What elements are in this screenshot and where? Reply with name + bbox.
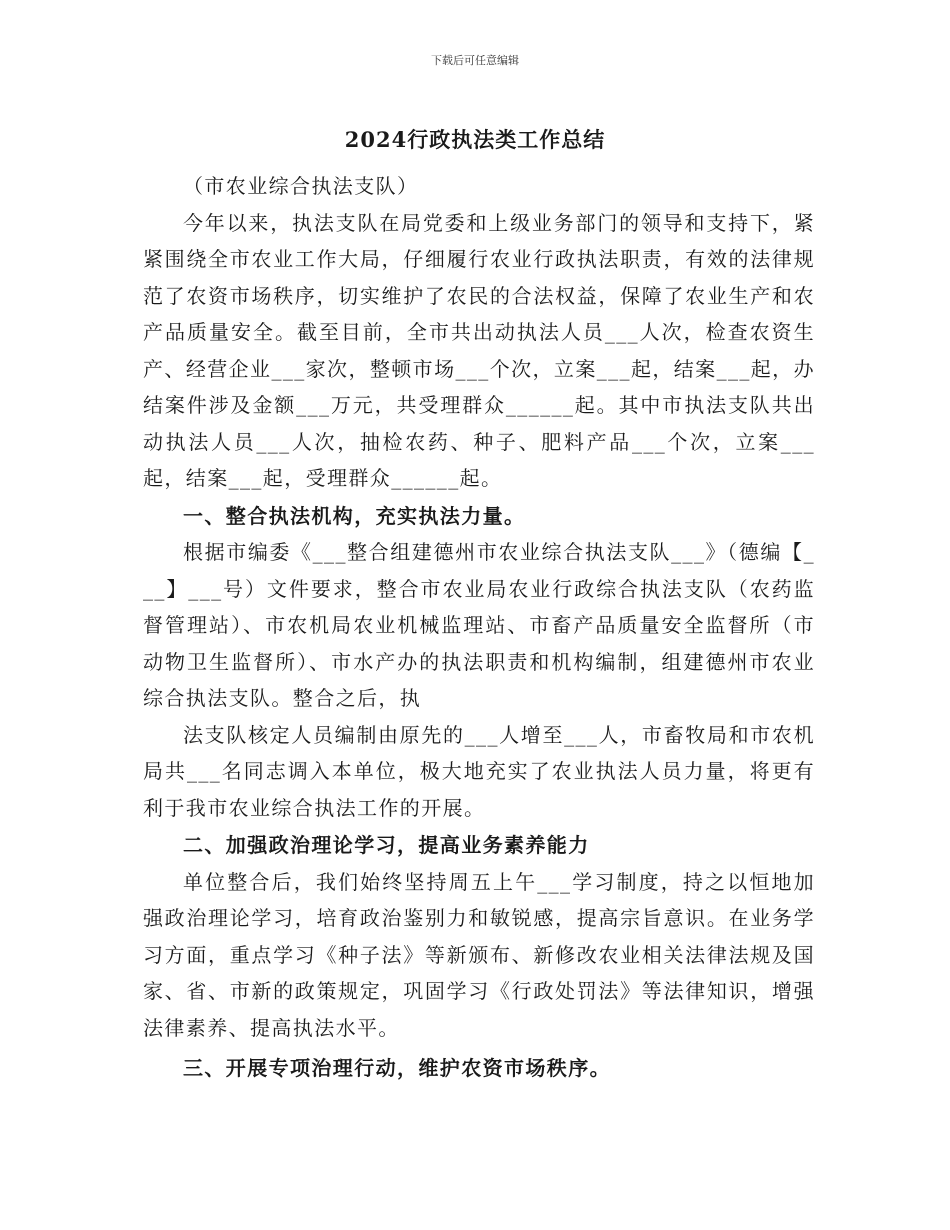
- section-1-paragraph-1: 根据市编委《___整合组建德州市农业综合执法支队___》（德编【___】___号）文件要求，整合市农业局农业行政综合执法支队（农药监督管理站）、市农机局农业机械监理站、市畜产品质量安全监督所（市动物卫生监督所）、市水产办的执法职责和机构编制，组建德州市农业综合执法支队。整合之后，执: [143, 540, 815, 710]
- section-heading-2: 二、加强政治理论学习，提高业务素养能力: [183, 833, 590, 857]
- section-heading-1: 一、整合执法机构，充实执法力量。: [183, 503, 526, 528]
- page-header-note: 下载后可任意编辑: [431, 54, 519, 67]
- document-title: 2024行政执法类工作总结: [344, 127, 606, 152]
- document-body: [143, 168, 815, 1087]
- intro-paragraph: 今年以来，执法支队在局党委和上级业务部门的领导和支持下，紧紧围绕全市农业工作大局，仔细履行农业行政执法职责，有效的法律规范了农资市场秩序，切实维护了农民的合法权益，保障了农业生产和农产品质量安全。截至目前，全市共出动执法人员___人次，检查农资生产、经营企业___家次，整顿市场___个次，立案___起，结案___起，办结案件涉及金额___万元，共受理群众______起。其中市执法支队共出动执法人员___人次，抽检农药、种子、肥料产品___个次，立案___起，结案___起，受理群众______起。: [143, 210, 815, 490]
- section-heading-3: 三、开展专项治理行动，维护农资市场秩序。: [183, 1056, 611, 1080]
- issuer-line: （市农业综合执法支队）: [183, 174, 419, 198]
- section-2-paragraph: 单位整合后，我们始终坚持周五上午___学习制度，持之以恒地加强政治理论学习，培育政治鉴别力和敏锐感，提高宗旨意识。在业务学习方面，重点学习《种子法》等新颁布、新修改农业相关法律法规及国家、省、市新的政策规定，巩固学习《行政处罚法》等法律知识，增强法律素养、提高执法水平。: [143, 869, 815, 1040]
- section-1-paragraph-2: 法支队核定人员编制由原先的___人增至___人，市畜牧局和市农机局共___名同志调入本单位，极大地充实了农业执法人员力量，将更有利于我市农业综合执法工作的开展。: [143, 722, 815, 820]
